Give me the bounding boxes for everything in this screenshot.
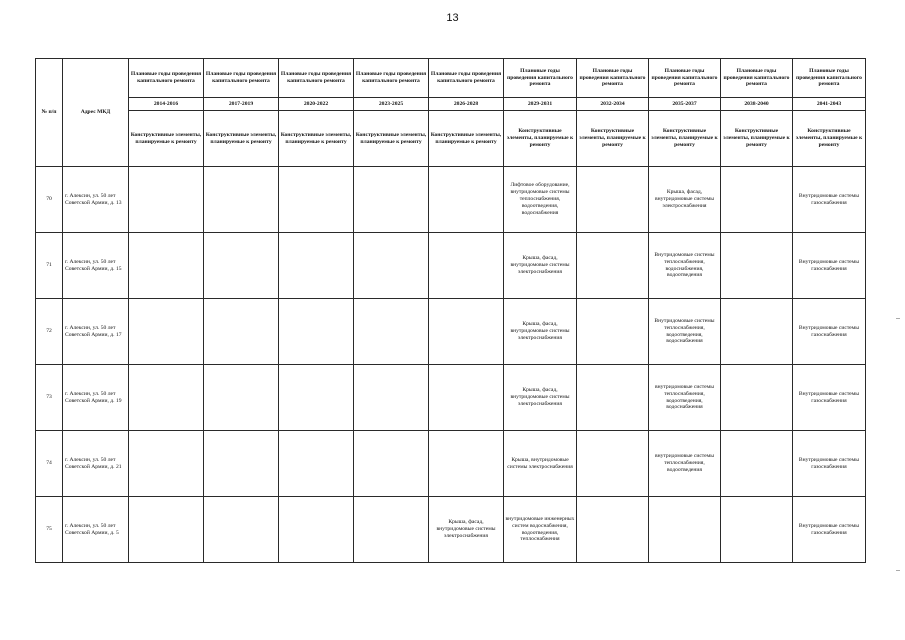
work-cell [129, 299, 204, 365]
header-period-years: 2017-2019 [204, 98, 279, 111]
work-cell: Внутридомовые системы теплоснабжения, водоотведения, водоснабжения [649, 299, 721, 365]
header-period-caption: Плановые годы проведения капитального ремонта [354, 59, 429, 98]
margin-mark [896, 570, 900, 571]
header-period-years: 2020-2022 [279, 98, 354, 111]
header-period-years: 2014-2016 [129, 98, 204, 111]
header-period-caption: Плановые годы проведения капитального ремонта [577, 59, 649, 98]
header-elements-caption: Конструктивные элементы, планируемые к ремонту [354, 111, 429, 167]
work-cell: Крыша, фасад, внутридомовые системы электроснабжения [649, 167, 721, 233]
row-address: г. Алексин, ул. 50 лет Советской Армии, д. 13 [63, 167, 129, 233]
header-elements-caption: Конструктивные элементы, планируемые к ремонту [204, 111, 279, 167]
work-cell [354, 299, 429, 365]
work-cell [577, 233, 649, 299]
table-row [36, 299, 866, 365]
header-elements-caption: Конструктивные элементы, планируемые к ремонту [577, 111, 649, 167]
capital-repair-table [35, 58, 866, 563]
work-cell [721, 497, 793, 563]
work-cell [279, 167, 354, 233]
header-period-caption: Плановые годы проведения капитального ремонта [204, 59, 279, 98]
work-cell [721, 233, 793, 299]
work-cell [577, 497, 649, 563]
work-cell [721, 365, 793, 431]
header-elements-caption: Конструктивные элементы, планируемые к ремонту [649, 111, 721, 167]
header-period-years: 2035-2037 [649, 98, 721, 111]
work-cell [354, 497, 429, 563]
header-elements-caption: Конструктивные элементы, планируемые к ремонту [429, 111, 504, 167]
work-cell [354, 167, 429, 233]
work-cell: внутридомовые системы теплоснабжения, водоотведения, водоснабжения [649, 365, 721, 431]
header-period-years: 2041-2043 [793, 98, 866, 111]
work-cell [721, 167, 793, 233]
work-cell [577, 431, 649, 497]
table-row [36, 233, 866, 299]
row-number: 70 [36, 167, 63, 233]
work-cell [204, 167, 279, 233]
header-row-years [36, 98, 866, 111]
work-cell [279, 431, 354, 497]
work-cell [354, 233, 429, 299]
header-period-caption: Плановые годы проведения капитального ремонта [129, 59, 204, 98]
work-cell [577, 365, 649, 431]
work-cell [354, 365, 429, 431]
work-cell: Внутридомовые системы газоснабжения [793, 299, 866, 365]
header-period-years: 2038-2040 [721, 98, 793, 111]
header-period-caption: Плановые годы проведения капитального ремонта [793, 59, 866, 98]
header-num: № п/п [36, 59, 63, 167]
work-cell [129, 431, 204, 497]
row-number: 72 [36, 299, 63, 365]
row-number: 71 [36, 233, 63, 299]
header-elements-caption: Конструктивные элементы, планируемые к ремонту [129, 111, 204, 167]
header-row-periods [36, 59, 866, 98]
work-cell [429, 233, 504, 299]
work-cell [429, 365, 504, 431]
work-cell [577, 167, 649, 233]
work-cell [279, 497, 354, 563]
work-cell [129, 233, 204, 299]
work-cell [279, 365, 354, 431]
row-address: г. Алексин, ул. 50 лет Советской Армии, д. 15 [63, 233, 129, 299]
work-cell [721, 431, 793, 497]
work-cell: Внутридомовые системы газоснабжения [793, 167, 866, 233]
work-cell [129, 497, 204, 563]
row-address: г. Алексин, ул. 50 лет Советской Армии, д. 21 [63, 431, 129, 497]
work-cell [204, 299, 279, 365]
header-address: Адрес МКД [63, 59, 129, 167]
work-cell: Внутридомовые системы теплоснабжения, водоснабжения, водоотведения [649, 233, 721, 299]
header-period-years: 2026-2028 [429, 98, 504, 111]
header-elements-caption: Конструктивные элементы, планируемые к ремонту [721, 111, 793, 167]
work-cell [429, 167, 504, 233]
header-period-caption: Плановые годы проведения капитального ремонта [649, 59, 721, 98]
margin-mark [896, 318, 900, 319]
header-elements-caption: Конструктивные элементы, планируемые к ремонту [793, 111, 866, 167]
work-cell: внутридомовые инженерных систем водоснабжения, водоотведения, теплоснабжения [504, 497, 577, 563]
table-row [36, 167, 866, 233]
work-cell [429, 431, 504, 497]
work-cell: внутридомовые системы теплоснабжения, водоотведения [649, 431, 721, 497]
work-cell [279, 299, 354, 365]
work-cell: Крыша, фасад, внутридомовые системы электроснабжения [504, 365, 577, 431]
table-row [36, 365, 866, 431]
work-cell: Крыша, фасад, внутридомовые системы электроснабжения [504, 233, 577, 299]
header-elements-caption: Конструктивные элементы, планируемые к ремонту [279, 111, 354, 167]
header-row-elements [36, 111, 866, 167]
header-period-caption: Плановые годы проведения капитального ремонта [429, 59, 504, 98]
header-period-years: 2029-2031 [504, 98, 577, 111]
header-period-caption: Плановые годы проведения капитального ремонта [279, 59, 354, 98]
row-address: г. Алексин, ул. 50 лет Советской Армии, д. 19 [63, 365, 129, 431]
work-cell: Внутридомовые системы газоснабжения [793, 233, 866, 299]
work-cell [429, 299, 504, 365]
row-number: 75 [36, 497, 63, 563]
header-period-years: 2023-2025 [354, 98, 429, 111]
work-cell: Внутридомовые системы газоснабжения [793, 497, 866, 563]
row-address: г. Алексин, ул. 50 лет Советской Армии, д. 17 [63, 299, 129, 365]
work-cell: Внутридомовые системы газоснабжения [793, 431, 866, 497]
work-cell: Лифтовое оборудование, внутридомовые системы теплоснабжения, водоотведения, водоснабжения [504, 167, 577, 233]
work-cell [129, 167, 204, 233]
header-period-years: 2032-2034 [577, 98, 649, 111]
header-period-caption: Плановые годы проведения капитального ремонта [721, 59, 793, 98]
work-cell: Крыша, фасад, внутридомовые системы электроснабжения [429, 497, 504, 563]
table-row [36, 431, 866, 497]
work-cell [577, 299, 649, 365]
work-cell [204, 497, 279, 563]
work-cell [204, 233, 279, 299]
table-row [36, 497, 866, 563]
work-cell: Крыша, внутридомовые системы электроснабжения [504, 431, 577, 497]
header-period-caption: Плановые годы проведения капитального ремонта [504, 59, 577, 98]
page-number: 13 [446, 12, 459, 24]
row-number: 73 [36, 365, 63, 431]
work-cell [649, 497, 721, 563]
work-cell [129, 365, 204, 431]
row-number: 74 [36, 431, 63, 497]
work-cell [279, 233, 354, 299]
work-cell: Крыша, фасад, внутридомовые системы электроснабжения [504, 299, 577, 365]
work-cell [721, 299, 793, 365]
table-body [36, 59, 866, 563]
work-cell [354, 431, 429, 497]
row-address: г. Алексин, ул. 50 лет Советской Армии, д. 5 [63, 497, 129, 563]
work-cell [204, 431, 279, 497]
work-cell [204, 365, 279, 431]
work-cell: Внутридомовые системы газоснабжения [793, 365, 866, 431]
header-elements-caption: Конструктивные элементы, планируемые к ремонту [504, 111, 577, 167]
